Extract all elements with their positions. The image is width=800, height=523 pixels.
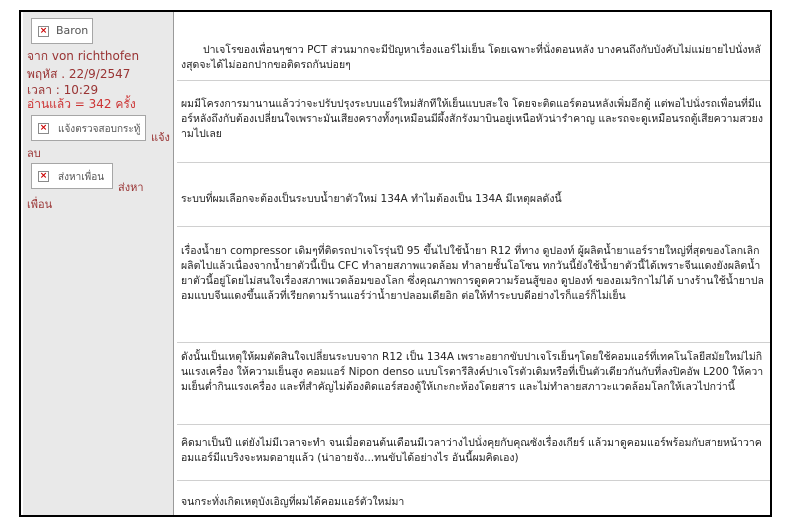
delete-link[interactable]: ลบ <box>27 147 41 160</box>
send-to-friend-label: ส่งหาเพื่อน <box>58 172 105 183</box>
broken-image-icon: × <box>39 123 48 133</box>
post-paragraph: จนกระทั่งเกิดเหตุบังเอิญที่ผมได้คอมแอร์ตัวใหม่มา <box>181 496 405 508</box>
report-suffix[interactable]: แจ้ง <box>151 131 170 144</box>
view-count: อ่านแล้ว = 342 ครั้ง <box>27 97 136 111</box>
report-post-button[interactable] <box>31 115 146 141</box>
paragraph-divider <box>177 342 770 343</box>
post-paragraph: ผมมีโครงการมานานแล้วว่าจะปรับปรุงระบบแอร์ใหม่สักทีให้เย็นแบบสะใจ โดยจะติดแอร์ตอนหลังเพิ่มอีกตู้ แต่พอไปนั่งรถเพื่อนที่มีแอร์หลังถึงกับต้องเปลี่ยนใจเพราะมันเสียงครางทั้งๆเหมือนมีผึ้งสักรังมาบินอยู่เหนือหัวน่ารำคาญ และรถจะดูเหมือนรถตู้เสียความสวยงามไปเลย <box>181 98 763 140</box>
paragraph-divider <box>177 162 770 163</box>
post-content <box>177 12 770 515</box>
post-paragraph: คิดมาเป็นปี แต่ยังไม่มีเวลาจะทำ จนเมื่อตอนต้นเดือนมีเวลาว่างไปนั่งคุยกับคุณซังเรื่องเกียร์ แล้วมาดูคอมแอร์พร้อมกับสายหน้าวาคอมแอร์มีแบริงจะหมดอายุแล้ว (น่าอายจัง...ทนขับได้อย่างไร อันนี้ผมคิดเอง) <box>181 437 762 464</box>
post-paragraph: เรื่องน้ำยา compressor เดิมๆที่ติดรถปาเจโรรุ่นปี 95 ขึ้นไปใช้น้ำยา R12 ที่ทาง ดูปองท์ ผู้ผลิตน้ำยาแอร์รายใหญ่ที่สุดของโลกเลิกผลิตไปแล้วเนื่องจากน้ำยาตัวนี้เป็น CFC ทำลายสภาพแวดล้อม ทำลายชั้นโอโซน ทกวันนี้ยังใช้น้ำยาตัวนี้ได้เพราะจีนแดงยังผลิตน้ำยาตัวนี้อยู่โดยไม่สนใจเรื่องสภาพแวดล้อมของโลก ซึ่งคุณภาพการดูดความร้อนสู้ของ ดูปองท์ ของอเมริกาไม่ได้ บางร้านใช้น้ำยาปลอมแบบจีนแดงขึ้นแล้วที่เรียกตามร้านแอร์ว่าน้ำยาปลอมเดียอิก ต่อให้ทำระบบดีอย่างไรก็แอร์ก็ไม่เย็น <box>181 245 764 302</box>
paragraph-divider <box>177 226 770 227</box>
send-to-friend-button[interactable] <box>31 163 113 189</box>
post-frame <box>19 10 772 517</box>
paragraph-divider <box>177 424 770 425</box>
broken-image-icon: × <box>39 26 48 36</box>
post-paragraph: ปาเจโรของเพื่อนๆชาว PCT ส่วนมากจะมีปัญหาเรื่องแอร์ไม่เย็น โดยเฉพาะที่นั่งตอนหลัง บางคนถึงกับบังคับไม่แม่ยายไปนั่งหลังสุดจะได้ไม่ออกปากขอติดรถกันบ่อยๆ <box>181 44 761 71</box>
broken-image-icon: × <box>39 171 48 181</box>
author-from: จาก von richthofen <box>27 49 140 63</box>
send-suffix[interactable]: ส่งหา <box>118 181 144 194</box>
report-post-label: แจ้งตรวจสอบกระทู้ <box>58 124 141 135</box>
send-suffix-2[interactable]: เพื่อน <box>27 198 53 211</box>
author-name: Baron <box>56 24 89 37</box>
post-date: พฤหัส . 22/9/2547 <box>27 67 131 81</box>
paragraph-divider <box>177 480 770 481</box>
post-sidebar <box>23 12 174 515</box>
post-time: เวลา : 10:29 <box>27 83 99 97</box>
author-button[interactable] <box>31 18 93 44</box>
post-paragraph: ระบบที่ผมเลือกจะต้องเป็นระบบน้ำยาตัวใหม่ 134A ทำไมต้องเป็น 134A มีเหตุผลดังนี้ <box>181 193 562 205</box>
post-paragraph: ดังนั้นเป็นเหตุให้ผมตัดสินใจเปลี่ยนระบบจาก R12 เป็น 134A เพราะอยากขับปาเจโรเย็นๆโดยใช้คอมแอร์ที่เทคโนโลยีสมัยใหม่ไม่กินแรงเครื่อง ให้ความเย็นสูง คอมแอร์ Nipon denso แบบโรตารีสิงค์ปาเจโรตัวเดิมหรือที่เป็นตัวเดียวกันกับที่ลงปิคอัพ L200 ให้ความเย็นต่ำกินแรงเครื่อง และที่สำคัญไม่ต้องติดแอร์สองตู้ให้เกะกะห้องโดยสาร และไม่ทำลายสภาวะแวดล้อมโลกให้เลวไปกว่านี้ <box>181 351 764 393</box>
paragraph-divider <box>177 80 770 81</box>
